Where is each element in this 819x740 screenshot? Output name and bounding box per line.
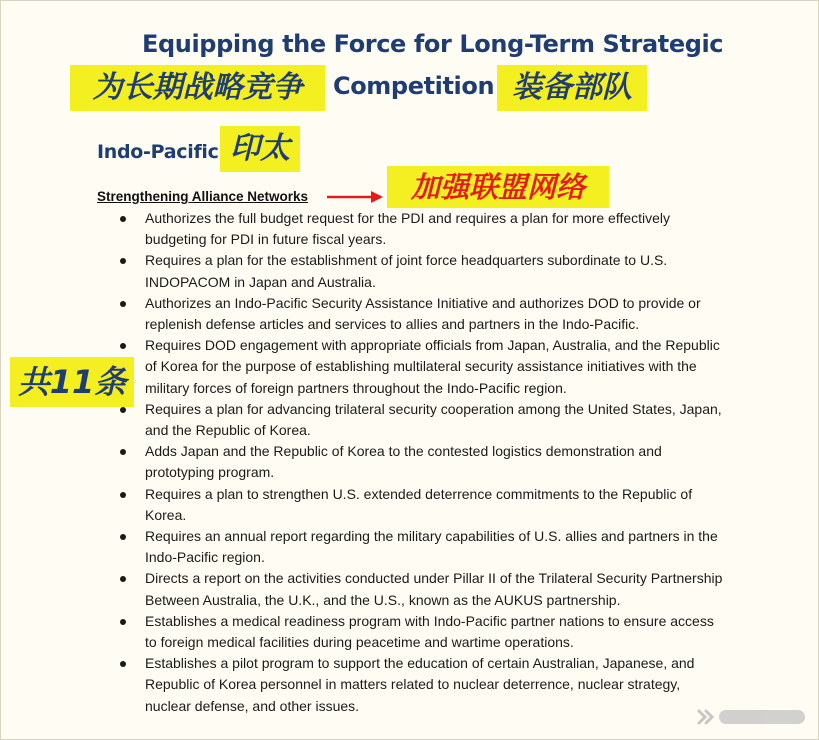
cn-region-text: 印太	[230, 131, 290, 166]
list-item-text: Authorizes the full budget request for the PDI and requires a plan for more effectively budgeting for PDI in future fiscal years.	[145, 210, 671, 248]
bullet-icon	[120, 661, 126, 667]
list-item-text: Requires DOD engagement with appropriate officials from Japan, Australia, and the Republic of Korea for the purpose of establishing multilateral security assistance initiatives with the military forces of foreign partners throughout the Indo-Pacific region.	[145, 337, 720, 396]
right-arrow-icon	[325, 189, 385, 205]
list-item	[118, 208, 728, 250]
bullet-icon	[120, 534, 126, 540]
cn-count-text: 共11条	[17, 363, 127, 401]
watermark-logo-icon	[697, 706, 809, 728]
page-title-continuation: Competition	[333, 72, 495, 100]
cn-title-right-tag	[497, 65, 647, 111]
list-item	[118, 399, 728, 441]
bullet-icon	[120, 301, 126, 307]
list-item	[118, 568, 728, 610]
bullet-icon	[120, 258, 126, 264]
list-item-text: Directs a report on the activities conducted under Pillar II of the Trilateral Security Partnership Between Australia, the U.K., and the U.S., known as the AUKUS partnership.	[145, 570, 723, 608]
list-item	[118, 526, 728, 568]
list-item-text: Establishes a medical readiness program with Indo-Pacific partner nations to ensure access to foreign medical facilities during peacetime and wartime operations.	[145, 612, 714, 651]
bullet-icon	[120, 492, 126, 498]
list-item-text: Establishes a pilot program to support the education of certain Australian, Japanese, and Republic of Korea personnel in matters related to nuclear deterrence, nuclear strategy, nuclear defense, and other issues.	[145, 655, 695, 714]
list-item	[118, 441, 728, 483]
list-item	[118, 250, 728, 292]
cn-region-tag	[220, 126, 300, 172]
bullet-icon	[120, 343, 126, 349]
cn-title-right-text: 装备部队	[512, 70, 632, 105]
list-item-text: Requires a plan to strengthen U.S. extended deterrence commitments to the Republic of Korea.	[145, 485, 693, 523]
list-item	[118, 335, 728, 399]
list-item-text: Requires a plan for advancing trilateral security cooperation among the United States, Japan, and the Republic of Korea.	[145, 400, 722, 439]
list-item-text: Adds Japan and the Republic of Korea to the contested logistics demonstration and prototyping program.	[145, 443, 662, 481]
bullet-icon	[120, 449, 126, 455]
cn-title-left-tag	[70, 65, 325, 111]
cn-section-heading-tag	[387, 166, 609, 208]
region-label: Indo-Pacific	[97, 141, 219, 163]
list-item	[118, 293, 728, 335]
cn-section-heading-text: 加强联盟网络	[410, 169, 585, 204]
page-title: Equipping the Force for Long-Term Strategic	[142, 30, 724, 58]
cn-count-tag	[10, 357, 134, 407]
list-item-text: Requires an annual report regarding the military capabilities of U.S. allies and partners in the Indo-Pacific region.	[145, 528, 718, 566]
cn-title-left-text: 为长期战略竞争	[92, 70, 303, 105]
list-item	[118, 611, 728, 653]
list-item-text: Authorizes an Indo-Pacific Security Assistance Initiative and authorizes DOD to provide or replenish defense articles and services to allies and partners in the Indo-Pacific.	[145, 294, 701, 333]
list-item	[118, 484, 728, 526]
section-heading: Strengthening Alliance Networks	[97, 189, 309, 204]
watermark-text-bar	[719, 710, 805, 724]
bullet-icon	[120, 216, 126, 222]
bullet-icon	[120, 619, 126, 625]
bullet-list	[118, 208, 728, 717]
bullet-icon	[120, 407, 126, 413]
watermark-glyph-icon	[697, 709, 715, 725]
list-item	[118, 653, 728, 717]
bullet-icon	[120, 576, 126, 582]
list-item-text: Requires a plan for the establishment of joint force headquarters subordinate to U.S. INDOPACOM in Japan and Australia.	[145, 252, 668, 290]
